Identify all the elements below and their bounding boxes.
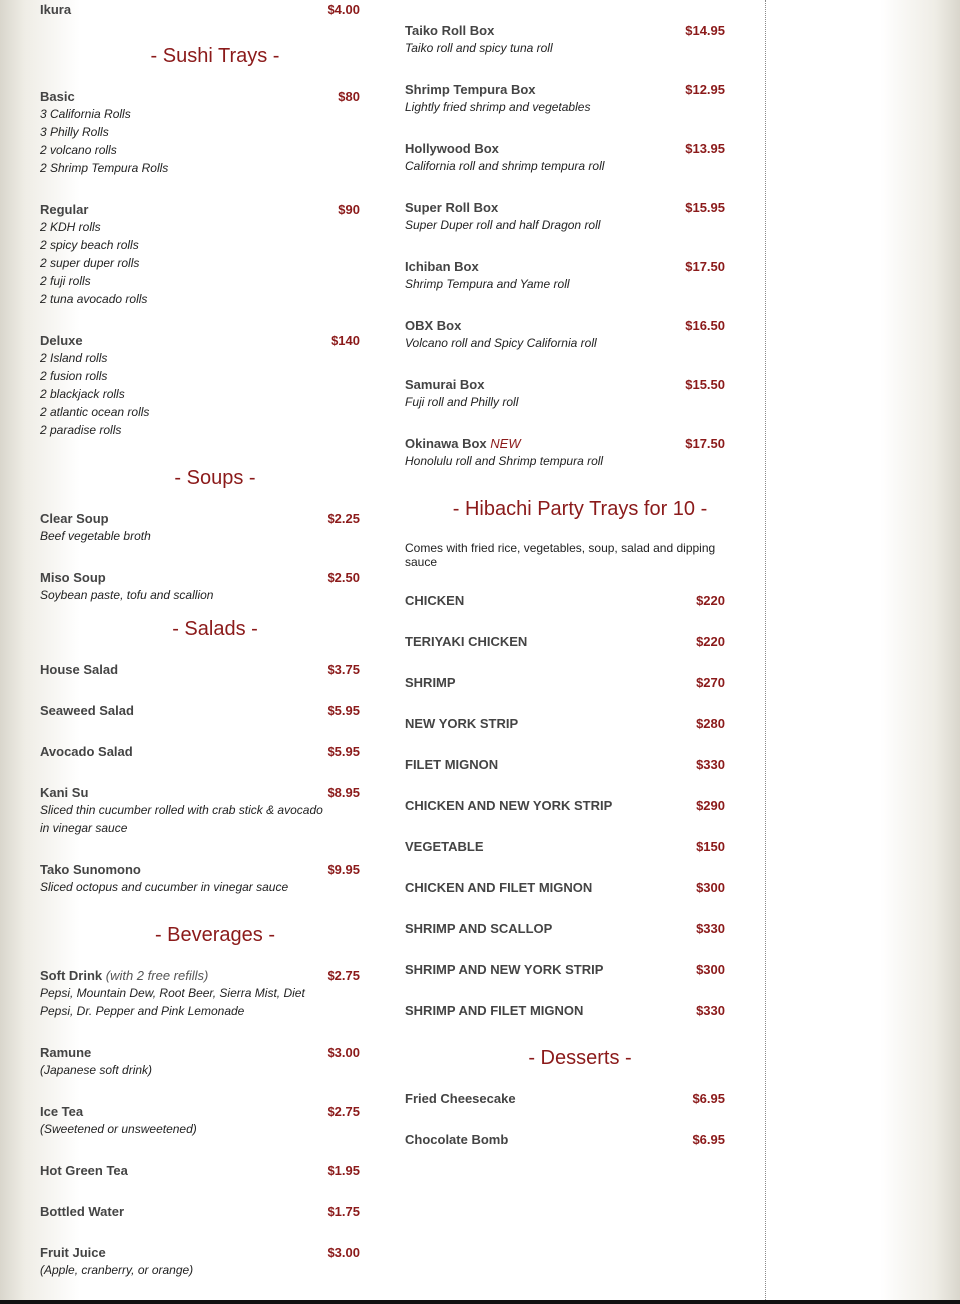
item-price: $9.95 <box>327 861 360 877</box>
item-line: 2 Shrimp Tempura Rolls <box>40 161 169 175</box>
item-price: $150 <box>696 838 725 854</box>
menu-item-regular-tray <box>40 200 360 308</box>
item-price: $12.95 <box>685 81 725 97</box>
menu-item-ice-tea <box>40 1102 360 1138</box>
section-title-beverages: - Beverages - <box>154 924 276 946</box>
item-price: $300 <box>696 961 725 977</box>
item-price: $13.95 <box>685 140 725 156</box>
item-description: Taiko roll and spicy tuna roll <box>405 41 553 55</box>
hibachi-item-shrimp-and-new-york-strip <box>405 960 725 978</box>
item-name: CHICKEN <box>405 592 465 608</box>
hibachi-item-chicken-and-filet-mignon <box>405 878 725 896</box>
item-name: Bottled Water <box>40 1203 125 1219</box>
menu-item-ichiban-box <box>405 257 725 293</box>
item-line: 2 KDH rolls <box>40 220 101 234</box>
item-description: Beef vegetable broth <box>40 529 151 543</box>
item-price: $2.75 <box>327 1103 360 1119</box>
menu-item-seaweed-salad <box>40 701 360 719</box>
item-price: $17.50 <box>685 258 725 274</box>
item-name: Basic <box>40 88 75 104</box>
menu-item-kani-su <box>40 783 360 837</box>
item-price: $80 <box>338 88 360 104</box>
item-name: Samurai Box <box>405 376 485 392</box>
item-price: $2.75 <box>327 967 360 983</box>
column-divider <box>765 0 766 1300</box>
item-price: $330 <box>696 756 725 772</box>
menu-item-samurai-box <box>405 375 725 411</box>
item-name: NEW YORK STRIP <box>405 715 519 731</box>
section-title-salads: - Salads - <box>172 618 258 640</box>
section-title-hibachi-party-trays: - Hibachi Party Trays for 10 - <box>452 498 708 520</box>
item-line: 3 California Rolls <box>40 107 131 121</box>
item-line: 2 blackjack rolls <box>40 387 125 401</box>
item-description: California roll and shrimp tempura roll <box>405 159 605 173</box>
item-line: 2 tuna avocado rolls <box>40 292 148 306</box>
menu-item-taiko-roll-box <box>405 21 725 57</box>
item-price: $140 <box>331 332 360 348</box>
item-line: 2 Island rolls <box>40 351 108 365</box>
item-name: OBX Box <box>405 317 462 333</box>
item-price: $3.00 <box>327 1244 360 1260</box>
item-price: $270 <box>696 674 725 690</box>
item-name: Ichiban Box <box>405 258 479 274</box>
item-line: 3 Philly Rolls <box>40 125 109 139</box>
item-line: 2 paradise rolls <box>40 423 122 437</box>
hibachi-item-filet-mignon <box>405 755 725 773</box>
item-description: Pepsi, Mountain Dew, Root Beer, Sierra Mist, Diet Pepsi, Dr. Pepper and Pink Lemonade <box>40 986 305 1018</box>
menu-item-okinawa-box <box>405 434 725 470</box>
item-price: $8.95 <box>327 784 360 800</box>
item-price: $330 <box>696 920 725 936</box>
item-name: Fried Cheesecake <box>405 1090 516 1106</box>
item-name: SHRIMP AND NEW YORK STRIP <box>405 961 604 977</box>
item-price: $15.50 <box>685 376 725 392</box>
hibachi-item-teriyaki-chicken <box>405 632 725 650</box>
item-name: SHRIMP AND SCALLOP <box>405 920 553 936</box>
item-line: 2 atlantic ocean rolls <box>40 405 150 419</box>
item-name: TERIYAKI CHICKEN <box>405 633 528 649</box>
item-description: Super Duper roll and half Dragon roll <box>405 218 601 232</box>
item-note: (with 2 free refills) <box>105 967 209 983</box>
menu-item-bottled-water <box>40 1202 360 1220</box>
new-badge: NEW <box>490 435 521 451</box>
section-title-desserts: - Desserts - <box>528 1047 632 1069</box>
item-line: 2 volcano rolls <box>40 143 117 157</box>
item-price: $5.95 <box>327 743 360 759</box>
menu-item-fruit-juice <box>40 1243 360 1279</box>
item-name: Tako Sunomono <box>40 861 141 877</box>
menu-item-house-salad <box>40 660 360 678</box>
hibachi-item-shrimp <box>405 673 725 691</box>
menu-item-fried-cheesecake <box>405 1089 725 1107</box>
item-name: Okinawa Box <box>405 435 487 451</box>
menu-item-tako-sunomono <box>40 860 360 896</box>
section-title-soups: - Soups - <box>174 467 256 489</box>
item-price: $6.95 <box>692 1131 725 1147</box>
item-price: $4.00 <box>327 1 360 17</box>
item-price: $300 <box>696 879 725 895</box>
item-name: Regular <box>40 201 89 217</box>
menu-item-obx-box <box>405 316 725 352</box>
hibachi-item-vegetable <box>405 837 725 855</box>
item-line: 2 super duper rolls <box>40 256 140 270</box>
menu-item-basic-tray <box>40 87 360 177</box>
item-price: $5.95 <box>327 702 360 718</box>
item-price: $15.95 <box>685 199 725 215</box>
item-price: $14.95 <box>685 22 725 38</box>
menu-item-avocado-salad <box>40 742 360 760</box>
menu-item-deluxe-tray <box>40 331 360 439</box>
item-name: Ikura <box>40 1 72 17</box>
menu-item-hollywood-box <box>405 139 725 175</box>
item-name: Hot Green Tea <box>40 1162 128 1178</box>
item-name: Miso Soup <box>40 569 106 585</box>
item-name: Deluxe <box>40 332 83 348</box>
item-name: SHRIMP <box>405 674 456 690</box>
item-price: $3.75 <box>327 661 360 677</box>
item-price: $6.95 <box>692 1090 725 1106</box>
section-title-sushi-trays: - Sushi Trays - <box>150 45 280 67</box>
item-name: Ramune <box>40 1044 92 1060</box>
item-price: $330 <box>696 1002 725 1018</box>
menu-item-ramune <box>40 1043 360 1079</box>
item-name: FILET MIGNON <box>405 756 499 772</box>
menu-item-ikura <box>40 0 360 18</box>
item-price: $2.25 <box>327 510 360 526</box>
item-price: $2.50 <box>327 569 360 585</box>
item-name: Ice Tea <box>40 1103 84 1119</box>
item-name: House Salad <box>40 661 119 677</box>
item-line: 2 spicy beach rolls <box>40 238 139 252</box>
item-line: 2 fuji rolls <box>40 274 91 288</box>
item-price: $17.50 <box>685 435 725 451</box>
item-name: Shrimp Tempura Box <box>405 81 536 97</box>
item-description: (Sweetened or unsweetened) <box>40 1122 197 1136</box>
item-description: Sliced thin cucumber rolled with crab stick & avocado in vinegar sauce <box>40 803 323 835</box>
item-name: CHICKEN AND NEW YORK STRIP <box>405 797 613 813</box>
item-name: CHICKEN AND FILET MIGNON <box>405 879 593 895</box>
item-name: Chocolate Bomb <box>405 1131 509 1147</box>
hibachi-intro-text: Comes with fried rice, vegetables, soup, salad and dipping sauce <box>405 541 716 569</box>
item-description: Volcano roll and Spicy California roll <box>405 336 597 350</box>
item-price: $290 <box>696 797 725 813</box>
item-description: Lightly fried shrimp and vegetables <box>405 100 591 114</box>
item-description: (Apple, cranberry, or orange) <box>40 1263 194 1277</box>
item-name: Hollywood Box <box>405 140 499 156</box>
item-name: SHRIMP AND FILET MIGNON <box>405 1002 584 1018</box>
menu-item-shrimp-tempura-box <box>405 80 725 116</box>
item-name: Super Roll Box <box>405 199 499 215</box>
menu-item-hot-green-tea <box>40 1161 360 1179</box>
item-name: Fruit Juice <box>40 1244 106 1260</box>
menu-item-super-roll-box <box>405 198 725 234</box>
item-name: VEGETABLE <box>405 838 484 854</box>
item-name: Seaweed Salad <box>40 702 134 718</box>
menu-item-chocolate-bomb <box>405 1130 725 1148</box>
item-description: Honolulu roll and Shrimp tempura roll <box>405 454 604 468</box>
item-description: Fuji roll and Philly roll <box>405 395 519 409</box>
hibachi-item-shrimp-and-scallop <box>405 919 725 937</box>
item-name: Kani Su <box>40 784 89 800</box>
item-name: Clear Soup <box>40 510 109 526</box>
hibachi-item-new-york-strip <box>405 714 725 732</box>
item-description: Soybean paste, tofu and scallion <box>40 588 214 602</box>
page-bottom-bar <box>0 1300 960 1304</box>
item-price: $220 <box>696 592 725 608</box>
item-description: Shrimp Tempura and Yame roll <box>405 277 570 291</box>
item-description: Sliced octopus and cucumber in vinegar sauce <box>40 880 289 894</box>
item-price: $3.00 <box>327 1044 360 1060</box>
menu-item-clear-soup <box>40 509 360 545</box>
item-price: $1.75 <box>327 1203 360 1219</box>
item-price: $280 <box>696 715 725 731</box>
hibachi-item-chicken <box>405 591 725 609</box>
menu-item-miso-soup <box>40 568 360 604</box>
item-name: Avocado Salad <box>40 743 133 759</box>
item-name: Taiko Roll Box <box>405 22 495 38</box>
item-description: (Japanese soft drink) <box>40 1063 153 1077</box>
item-line: 2 fusion rolls <box>40 369 108 383</box>
hibachi-item-shrimp-and-filet-mignon <box>405 1001 725 1019</box>
hibachi-item-chicken-and-new-york-strip <box>405 796 725 814</box>
item-price: $16.50 <box>685 317 725 333</box>
item-price: $90 <box>338 201 360 217</box>
menu-item-soft-drink <box>40 966 360 1020</box>
item-price: $220 <box>696 633 725 649</box>
item-price: $1.95 <box>327 1162 360 1178</box>
item-name: Soft Drink <box>40 967 103 983</box>
